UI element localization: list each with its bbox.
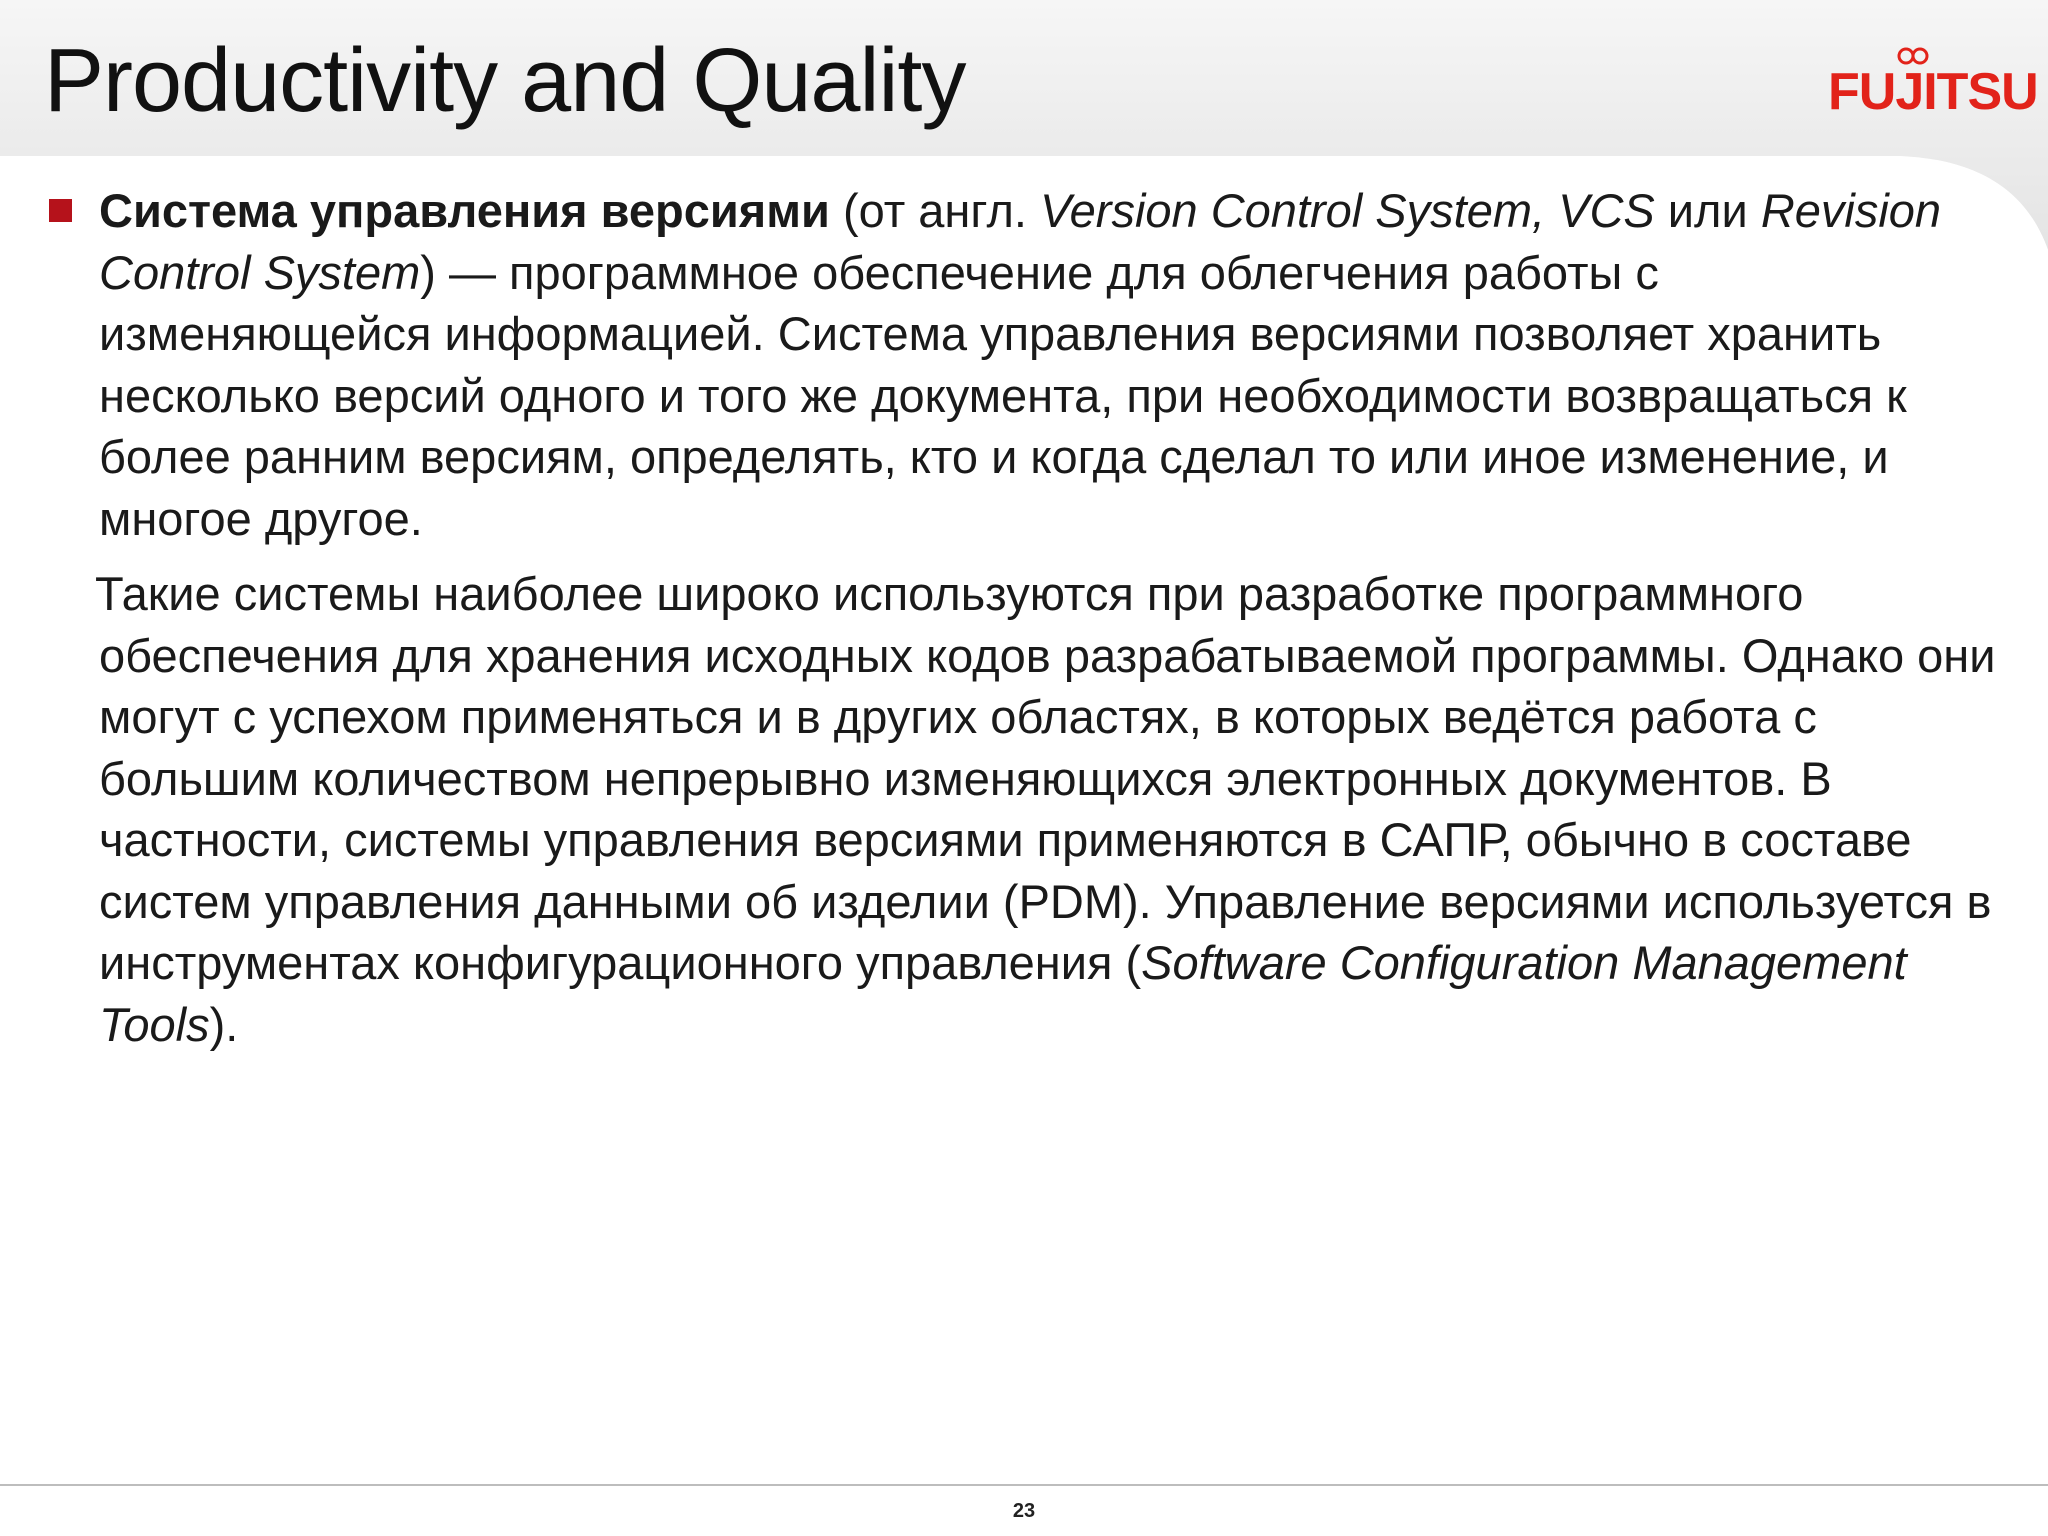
paragraph-usage	[95, 563, 1999, 1055]
term-bold: Система управления версиями	[99, 184, 830, 237]
slide-body	[95, 180, 1999, 1055]
footer-divider	[0, 1484, 2048, 1486]
bullet-square-icon	[49, 199, 72, 222]
text-segment: или	[1654, 184, 1761, 237]
fujitsu-logo	[1828, 44, 2038, 134]
text-segment: ) — программное обеспечение для облегчения работы с изменяющейся информацией. Система управления версиями позволяет хранить несколько версий одного и того же документа, при необходимости возвращаться к более ранним версиям, определять, кто и когда сделал то или иное изменение, и многое другое.	[99, 245, 1907, 545]
text-italic: Version Control System, VCS	[1040, 184, 1655, 237]
text-segment: (от англ.	[829, 184, 1041, 237]
logo-text: FUJITSU	[1828, 63, 2038, 121]
page-number: 23	[1012, 1500, 1036, 1522]
paragraph-definition	[99, 180, 1999, 549]
text-italic: Revision Control System	[99, 184, 1942, 299]
page-title: Productivity and Quality	[44, 31, 966, 131]
text-italic: Software Configuration Management Tools	[99, 936, 1907, 1051]
text-segment: ).	[209, 997, 239, 1051]
text-segment: Такие системы наиболее широко используются при разработке программного обеспечения для хранения исходных кодов разрабатываемой программы. Однако они могут с успехом применяться и в других областях, в которых ведётся работа с большим количеством непрерывно изменяющихся электронных документов. В частности, системы управления версиями применяются в САПР, обычно в составе систем управления данными об изделии (PDM). Управление версиями используется в инструментах конфигурационного управления (	[95, 567, 1996, 989]
